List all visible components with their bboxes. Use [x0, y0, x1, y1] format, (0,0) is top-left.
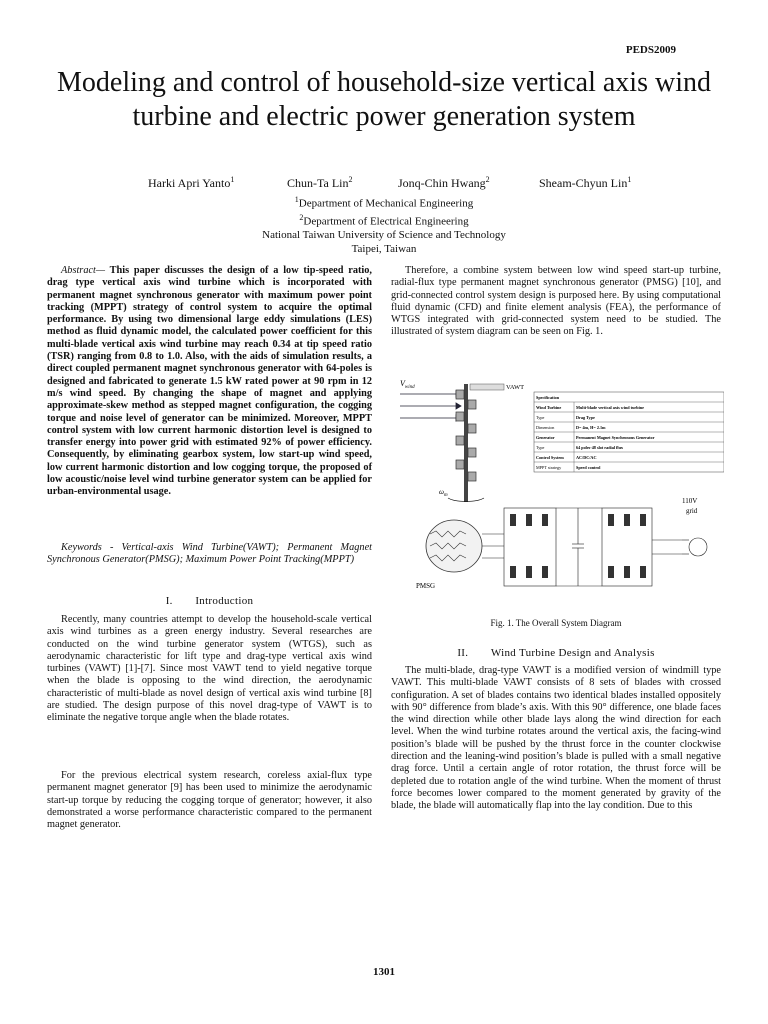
switch-icon [624, 514, 630, 526]
vawt-label: VAWT [506, 384, 525, 391]
spec-cell-label: Type [536, 415, 545, 420]
switch-icon [608, 566, 614, 578]
spec-cell-label: Generator [536, 435, 555, 440]
spec-cell-value: 64 poles-48 slot radial flux [576, 445, 623, 450]
intro-paragraph-1: Recently, many countries attempt to develop the household-scale vertical axis wind turbines as a green energy industry. Several researches are conducted on the wind turbine generator system (WTGS), such as aerodynamic characteristic for lift type and drag-type vertical axis wind turbines (VAWT) [1]-[7]. Since most VAWT tend to yield negative torque when the blade is opposing to the wind direction, the aerodynamic characteristic of multi-blade as novel design of vertical axis wind turbine [8] are studied. The design purpose of this novel drag-type of VAWT is to eliminate the negative torque angle when the blade rotates. [47, 614, 372, 724]
switch-icon [526, 514, 532, 526]
wind-velocity-label: $V_{wind}$ [400, 379, 415, 390]
figure-caption: Fig. 1. The Overall System Diagram [490, 618, 622, 628]
spec-cell-label: Control System [536, 455, 564, 460]
spec-cell-value: AC/DC/AC [576, 455, 597, 460]
spec-cell-label: Specification [536, 395, 560, 400]
switch-icon [542, 566, 548, 578]
spec-cell-label: MPPT strategy [536, 465, 562, 470]
spec-cell-label: Dimension [536, 425, 555, 430]
grid-voltage-label: 110V [682, 497, 698, 505]
abstract-label: Abstract— [61, 265, 106, 276]
omega-label: $\omega_m$ [439, 488, 448, 498]
switch-icon [510, 514, 516, 526]
university: National Taiwan University of Science and Technology [262, 229, 506, 242]
switch-icon [640, 566, 646, 578]
switch-icon [624, 566, 630, 578]
spec-cell-label: Wind Turbine [536, 405, 562, 410]
author-1: Harki Apri Yanto$^1$ [148, 175, 235, 190]
intro-paragraph-2: For the previous electrical system research, coreless axial-flux type permanent magnet generator [9] has been used to minimize the aerodynamic start-up torque by reducing the cogging torque of generator; however, it also demonstrated a worse performance characteristic compared to the permanent magnet generator. [47, 770, 372, 831]
page-number: 1301 [373, 966, 395, 978]
section-1-heading: I. Introduction [165, 595, 254, 607]
turbine-icon [456, 384, 504, 502]
system-diagram [398, 376, 724, 616]
pmsg-label: PMSG [416, 582, 436, 590]
switch-icon [510, 566, 516, 578]
affiliation-1: $^1$Department of Mechanical Engineering [294, 195, 474, 210]
author-3: Jonq-Chin Hwang$^2$ [398, 175, 490, 190]
author-4: Sheam-Chyun Lin$^1$ [539, 175, 632, 190]
section-2-paragraph-1: The multi-blade, drag-type VAWT is a modified version of windmill type VAWT. This multi-blade VAWT consists of 8 sets of blades with crossed configuration. A set of blades contains two identical blades installed oppositely with 90° difference from blade’s axis. With this 90° difference, one blade faces the wind direction while other blade lays along the wind direction for each level. When the wind turbine rotates around the vertical axis, the facing-wind position’s blade will be pushed by the thrust force in the counter clockwise direction and the leaning-wind position’s blade is pulled with a small negative drag force. Until a certain angle of rotor rotation, the thrust force will be depleted due to rotation angle of the wind turbine. When the moment of thrust force becomes lower compared to the moment generated by gravity of the blade, the blade will automatically flap into the lay condition. Due to this [391, 665, 721, 812]
keywords: Keywords - Vertical-axis Wind Turbine(VAWT); Permanent Magnet Synchronous Generator(PMSG); Maximum Power Point Tracking(MPPT) [47, 542, 372, 566]
spec-table [534, 392, 724, 472]
paper-title: Modeling and control of household-size vertical axis wind turbine and electric power generation system [57, 67, 711, 132]
generator-icon [426, 520, 482, 572]
abstract [47, 265, 372, 499]
spec-cell-value: Drag Type [576, 415, 595, 420]
switch-icon [526, 566, 532, 578]
switch-icon [608, 514, 614, 526]
switch-icon [640, 514, 646, 526]
spec-cell-label: Type [536, 445, 545, 450]
grid-label: grid [686, 507, 698, 515]
right-intro-paragraph: Therefore, a combine system between low wind speed start-up turbine, radial-flux type permanent magnet synchronous generator (PMSG) [10], and grid-connected control system design is purposed here. By using computational fluid dynamic (CFD) and finite element analysis (FEA), the performance of WTGS integrated with grid-connected system need to be studied. The illustrated of system diagram can be seen on Fig. 1. [391, 265, 721, 338]
city: Taipei, Taiwan [351, 242, 417, 255]
author-2: Chun-Ta Lin$^2$ [287, 175, 353, 190]
section-2-heading: II. Wind Turbine Design and Analysis [457, 647, 655, 659]
wind-arrows [400, 391, 461, 421]
affiliations [0, 193, 768, 256]
affiliation-2: $^2$Department of Electrical Engineering [299, 213, 469, 228]
abstract-text: This paper discusses the design of a low tip-speed ratio, drag type vertical axis wind turbine which is incorporated with permanent magnet synchronous generator with maximum power point tracking (MPPT) strategy of control system to acquire the optimal performance. By using two dimensional large eddy simulations (LES) method as fluid dynamic model, the calculated power coefficient for this multi-blade vertical axis wind turbine may reach 0.34 at tip speed ratio (TSR) ranging from 0.8 to 1.0. Also, with the aids of simulation results, a direct coupled permanent magnet synchronous generator with 64-poles is designed and fabricated to generate 1.5 kW rated power at 90 rpm in 12 m/s wind speed. By changing the shape of magnet and applying approximate-skew method as stepped magnet configuration, the cogging torque and noise level of generator can be minimized. Moreover, MPPT control system with low current harmonic distortion level is designed to transfer energy into power grid with estimated 92% of power efficiency. Consequently, by eliminating gearbox system, low start-up wind speed, low current harmonic distortion and low cogging torque, the proposed of low acoustic/noise level wind turbine generator system can be applied for urban-environmental usage. [47, 265, 372, 498]
switch-icon [542, 514, 548, 526]
spec-cell-value: Permanent Magnet Synchronous Generator [576, 435, 655, 440]
spec-cell-value: Speed control [576, 465, 601, 470]
spec-cell-value: Multi-blade vertical axis wind turbine [576, 405, 644, 410]
spec-cell-value: D= 4m, H= 2.1m [576, 425, 606, 430]
conference-label: PEDS2009 [625, 44, 676, 56]
